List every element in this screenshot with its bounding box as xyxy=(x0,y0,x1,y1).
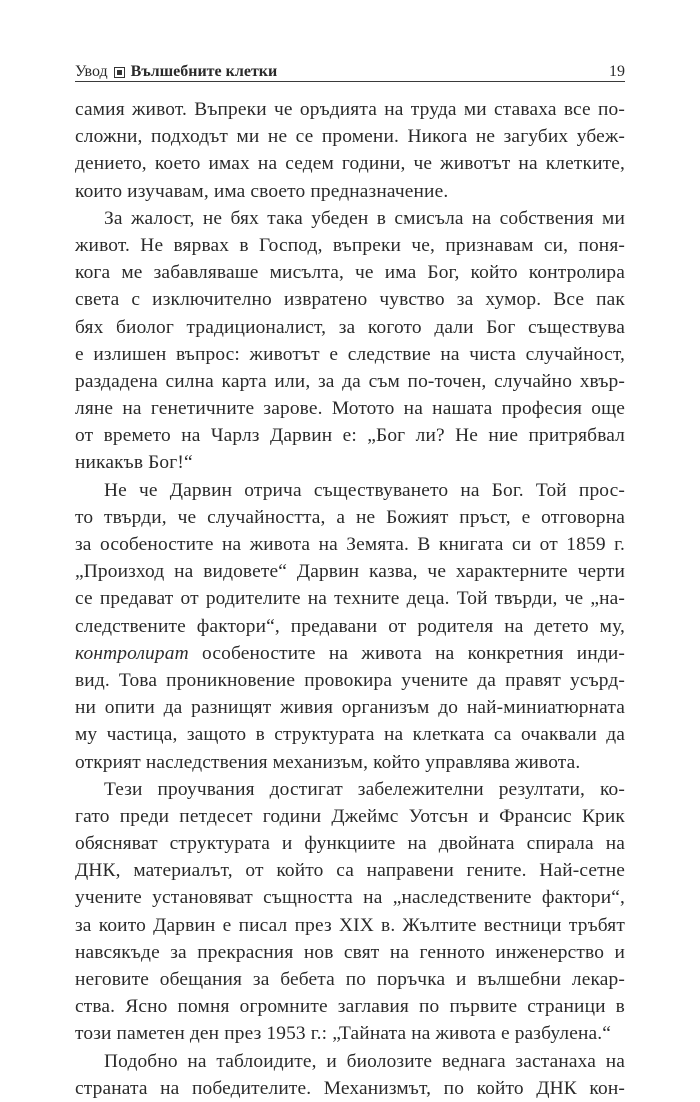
text-line: му частица, защото в структурата на клетката са очаквали да xyxy=(75,724,625,746)
text-line: За жалост, не бях така убеден в смисъла на собствения ми xyxy=(104,207,625,229)
text-line: ДНК, материалът, от който са направени гените. Най-сетне xyxy=(75,860,625,882)
italic-emphasis: контролират xyxy=(75,642,189,664)
text-line: този паметен ден през 1953 г.: „Тайната на живота е разбулена.“ xyxy=(75,1023,612,1045)
body-text xyxy=(75,96,625,1102)
page-number: 19 xyxy=(609,63,625,80)
text-line: света с изключително извратено чувство за хумор. Все пак xyxy=(75,289,625,311)
text-line: обясняват структурата и функциите на двойната спирала на xyxy=(75,833,625,855)
text-line: открият наследствения механизъм, който управлява живота. xyxy=(75,751,581,773)
text-line: неговите обещания за бебета по поръчка и вълшебни лекар- xyxy=(75,969,625,990)
text-line: учените установяват същността на „наследствените фактори“, xyxy=(75,887,625,909)
text-line: „Произход на видовете“ Дарвин казва, че характерните черти xyxy=(75,561,625,583)
text-line: Не че Дарвин отрича съществуването на Бог. Той прос- xyxy=(104,479,625,501)
text-line: живот. Не вярвах в Господ, въпреки че, признавам си, поня- xyxy=(75,234,625,256)
text-line: навсякъде за прекрасния нов свят на генното инженерство и xyxy=(75,941,625,963)
text-line: бях биолог традиционалист, за когото дали Бог съществува xyxy=(75,316,625,338)
text-line: вид. Това проникновение провокира учените да правят усърд- xyxy=(75,669,625,691)
text-line: за особеностите на живота на Земята. В книгата си от 1859 г. xyxy=(75,534,625,555)
text-line: от времето на Чарлз Дарвин е: „Бог ли? Не ние притрябвал xyxy=(75,425,625,447)
box-icon xyxy=(114,67,125,78)
text-line: раздадена силна карта или, за да съм по-точен, случайно хвър- xyxy=(75,370,625,392)
text-line: сложни, подходът ми не се промени. Никога не загубих убеж- xyxy=(75,126,625,148)
text-line-rest: особеностите на живота на конкретния инди- xyxy=(188,642,625,664)
text-line: Подобно на таблоидите, и биолозите веднага застанаха на xyxy=(104,1050,625,1072)
running-head xyxy=(75,56,625,82)
text-line: ства. Ясно помня огромните заглавия по първите страници в xyxy=(75,996,625,1018)
text-line: гато преди петдесет години Джеймс Уотсън и Франсис Крик xyxy=(75,805,625,827)
book-title: Вълшебните клетки xyxy=(130,63,278,80)
text-line: то твърди, че случайността, а не Божият пръст, е отговорна xyxy=(75,506,625,528)
section-label: Увод xyxy=(75,63,108,80)
text-line: самия живот. Въпреки че оръдията на труда ми ставаха все по- xyxy=(75,99,625,120)
header-divider xyxy=(75,81,625,82)
text-line: Тези проучвания достигат забележителни резултати, ко- xyxy=(104,778,625,800)
text-line-with-italic xyxy=(75,640,625,667)
running-head-left xyxy=(75,62,277,82)
text-line: ляне на генетичните зарове. Мотото на нашата професия още xyxy=(75,398,625,420)
text-line: следствените фактори“, предавани от родителя на детето му, xyxy=(75,615,625,637)
text-line: никакъв Бог!“ xyxy=(75,452,193,474)
text-line: дението, което имах на седем години, че животът на клетките, xyxy=(75,153,625,175)
text-line: които изучавам, има своето предназначение. xyxy=(75,180,449,202)
text-line: за които Дарвин е писал през XIX в. Жълтите вестници тръбят xyxy=(75,914,625,936)
text-line: кога ме забавляваше мисълта, че има Бог, който контролира xyxy=(75,262,625,284)
text-line: ни опити да разнищят живия организъм до най-миниатюрната xyxy=(75,697,625,719)
text-line: страната на победителите. Механизмът, по който ДНК кон- xyxy=(75,1077,625,1099)
text-line: е излишен въпрос: животът е следствие на чиста случайност, xyxy=(75,343,625,365)
text-line: се предават от родителите на техните деца. Той твърди, че „на- xyxy=(75,588,625,610)
